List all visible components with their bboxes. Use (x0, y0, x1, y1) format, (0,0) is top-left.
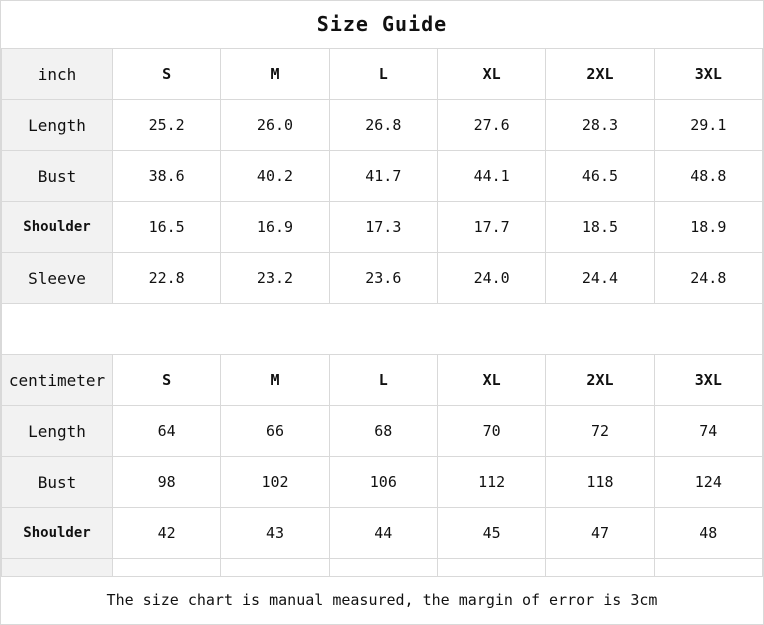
measurement-value: 64 (113, 406, 221, 457)
size-column-header: L (329, 355, 437, 406)
measurement-value: 26.0 (221, 100, 329, 151)
measurement-value: 26.8 (329, 100, 437, 151)
measurement-value: 102 (221, 457, 329, 508)
measurement-value: 28.3 (546, 100, 654, 151)
size-column-header: M (221, 355, 329, 406)
size-column-header: S (113, 355, 221, 406)
table-row (2, 508, 763, 559)
size-column-header: XL (437, 355, 545, 406)
table-spacer-cell (2, 304, 763, 355)
measurement-label: Length (2, 406, 113, 457)
size-column-header: 3XL (654, 49, 762, 100)
measurement-value: 70 (437, 406, 545, 457)
measurement-value: 68 (329, 406, 437, 457)
measurement-label: Length (2, 100, 113, 151)
measurement-label: Bust (2, 457, 113, 508)
measurement-value: 27.6 (437, 100, 545, 151)
measurement-value: 106 (329, 457, 437, 508)
measurement-label: Sleeve (2, 253, 113, 304)
measurement-value: 42 (113, 508, 221, 559)
table-spacer (2, 304, 763, 355)
measurement-label: Shoulder (2, 508, 113, 559)
measurement-label: Shoulder (2, 202, 113, 253)
measurement-value: 18.9 (654, 202, 762, 253)
unit-label: centimeter (2, 355, 113, 406)
table-header-row (2, 355, 763, 406)
table-row (2, 100, 763, 151)
unit-label: inch (2, 49, 113, 100)
size-column-header: 2XL (546, 355, 654, 406)
measurement-value: 118 (546, 457, 654, 508)
table-row (2, 457, 763, 508)
size-column-header: XL (437, 49, 545, 100)
measurement-value: 38.6 (113, 151, 221, 202)
measurement-value: 17.7 (437, 202, 545, 253)
measurement-value: 44 (329, 508, 437, 559)
measurement-value: 66 (221, 406, 329, 457)
measurement-value: 40.2 (221, 151, 329, 202)
measurement-value: 74 (654, 406, 762, 457)
measurement-value: 48.8 (654, 151, 762, 202)
measurement-value: 72 (546, 406, 654, 457)
measurement-value: 43 (221, 508, 329, 559)
table-row (2, 253, 763, 304)
table-header-row (2, 49, 763, 100)
table-row (2, 406, 763, 457)
measurement-value: 17.3 (329, 202, 437, 253)
measurement-value: 23.2 (221, 253, 329, 304)
measurement-value: 41.7 (329, 151, 437, 202)
measurement-value: 16.9 (221, 202, 329, 253)
measurement-value: 112 (437, 457, 545, 508)
measurement-value: 22.8 (113, 253, 221, 304)
measurement-value: 47 (546, 508, 654, 559)
measurement-value: 24.8 (654, 253, 762, 304)
measurement-value: 45 (437, 508, 545, 559)
measurement-label: Bust (2, 151, 113, 202)
size-column-header: 3XL (654, 355, 762, 406)
measurement-value: 18.5 (546, 202, 654, 253)
footer-note: The size chart is manual measured, the margin of error is 3cm (1, 576, 763, 624)
measurement-value: 48 (654, 508, 762, 559)
size-column-header: S (113, 49, 221, 100)
size-column-header: L (329, 49, 437, 100)
measurement-value: 46.5 (546, 151, 654, 202)
table-row (2, 151, 763, 202)
table-row (2, 202, 763, 253)
measurement-value: 44.1 (437, 151, 545, 202)
measurement-value: 23.6 (329, 253, 437, 304)
measurement-value: 24.0 (437, 253, 545, 304)
size-chart-body (2, 49, 763, 610)
size-column-header: M (221, 49, 329, 100)
size-chart-table (1, 48, 763, 610)
measurement-value: 24.4 (546, 253, 654, 304)
measurement-value: 124 (654, 457, 762, 508)
measurement-value: 29.1 (654, 100, 762, 151)
measurement-value: 16.5 (113, 202, 221, 253)
measurement-value: 98 (113, 457, 221, 508)
measurement-value: 25.2 (113, 100, 221, 151)
page-title: Size Guide (1, 1, 763, 48)
size-column-header: 2XL (546, 49, 654, 100)
